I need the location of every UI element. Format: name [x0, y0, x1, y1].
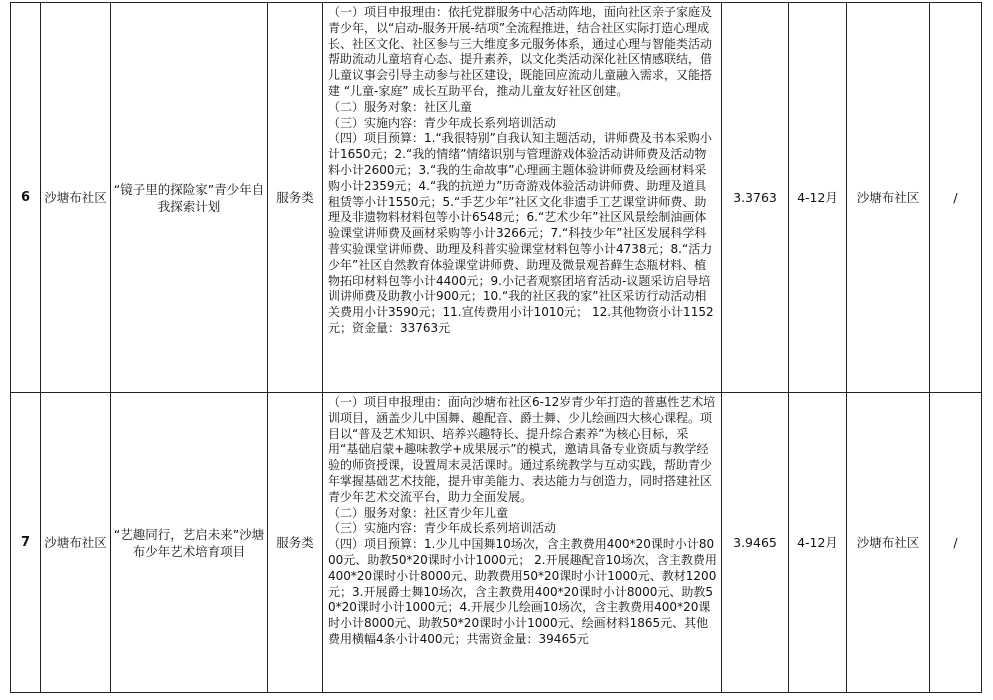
- row-number: 6: [11, 3, 41, 393]
- project-table: [10, 2, 982, 693]
- project-name-cell: “镜子里的探险家”青少年自我探索计划: [111, 3, 268, 393]
- table-row: [11, 3, 982, 393]
- content-budget: （四）项目预算：1.少儿中国舞10场次，含主教费用400*20课时小计8000元、助教50*20课时小计1000元； 2.开展趣配音10场次，含主教费用400*20课时小计8000元、助教费用50*20课时小计1000元、教材1200元；3.开展爵士舞10场次，含主教费用400*20课时小计8000元、助教50*20课时小计1000元；4.开展少儿绘画10场次，含主教费用400*20课时小计8000元、助教50*20课时小计1000元、绘画材料1865元、其他费用横幅4条小计400元；共需资金量：39465元: [328, 537, 717, 646]
- project-content-cell: [323, 3, 722, 393]
- note-cell: /: [930, 393, 982, 693]
- period-cell: 4-12月: [789, 3, 847, 393]
- location-cell: 沙塘布社区: [847, 393, 930, 693]
- content-implementation: （三）实施内容：青少年成长系列培训活动: [328, 115, 557, 130]
- row-number: 7: [11, 393, 41, 693]
- content-budget: （四）项目预算：1.“我很特别”自我认知主题活动，讲师费及书本采购小计1650元；2.“我的情绪”情绪识别与管理游戏体验活动讲师费及活动物料小计2600元；3.“我的生命故事”心理画主题体验讲师费及绘画材料采购小计2359元；4.“我的抗逆力”历奇游戏体验活动讲师费、助理及道具租赁等小计1550元；5.“手艺少年”社区文化非遗手工艺课堂讲师费、助理及非遗物料材料包等小计6548元；6.“艺术少年”社区风景绘制油画体验课堂讲师费及画材采购等小计3266元；7.“科技少年”社区发展科学科普实验课堂讲师费、助理及科普实验课堂材料包等小计4738元；8.“活力少年”社区自然教育体验课堂讲师费、助理及微景观苔藓生态瓶材料、植物拓印材料包等小计4400元；9.小记者观察团培育活动-议题采访启导培训讲师费及助教小计900元；10.“我的社区我的家”社区采访行动活动相关费用小计3590元；11.宣传费用小计1010元； 12.其他物资小计1152元；资金量：33763元: [328, 131, 714, 335]
- note-cell: /: [930, 3, 982, 393]
- content-reason: （一）项目申报理由：依托党群服务中心活动阵地，面向社区亲子家庭及青少年，以“启动-服务开展-结项”全流程推进，结合社区实际打造心理成长、社区文化、社区参与三大维度多元服务体系，通过心理与智能类活动帮助流动儿童培育心态、提升素养，以文化类活动深化社区情感联结，借儿童议事会引导主动参与社区建设，既能回应流动儿童融入需求，又能搭建 “儿童-家庭” 成长互助平台，推动儿童友好社区创建。: [328, 5, 713, 98]
- category-cell: 服务类: [268, 3, 323, 393]
- period-cell: 4-12月: [789, 393, 847, 693]
- content-implementation: （三）实施内容：青少年成长系列培训活动: [328, 521, 557, 536]
- community-cell: 沙塘布社区: [41, 393, 111, 693]
- content-reason: （一）项目申报理由：面向沙塘布社区6-12岁青少年打造的普惠性艺术培训项目，涵盖少儿中国舞、趣配音、爵士舞、少儿绘画四大核心课程。项目以“普及艺术知识、培养兴趣特长、提升综合素养”为核心目标，采用“基础启蒙+趣味教学+成果展示”的模式，邀请具备专业资质与教学经验的师资授课，设置周末灵活课时。通过系统教学与互动实践，帮助青少年掌握基础艺术技能，提升审美能力、表达能力与创造力，同时搭建社区青少年艺术交流平台，助力全面发展。: [328, 395, 716, 504]
- content-target: （二）服务对象：社区儿童: [328, 99, 473, 114]
- table-row: [11, 393, 982, 693]
- category-cell: 服务类: [268, 393, 323, 693]
- location-cell: 沙塘布社区: [847, 3, 930, 393]
- community-cell: 沙塘布社区: [41, 3, 111, 393]
- project-content-cell: [323, 393, 722, 693]
- amount-cell: 3.3763: [722, 3, 789, 393]
- project-name-cell: “艺趣同行，艺启未来”沙塘布少年艺术培育项目: [111, 393, 268, 693]
- content-target: （二）服务对象：社区青少年儿童: [328, 505, 509, 520]
- amount-cell: 3.9465: [722, 393, 789, 693]
